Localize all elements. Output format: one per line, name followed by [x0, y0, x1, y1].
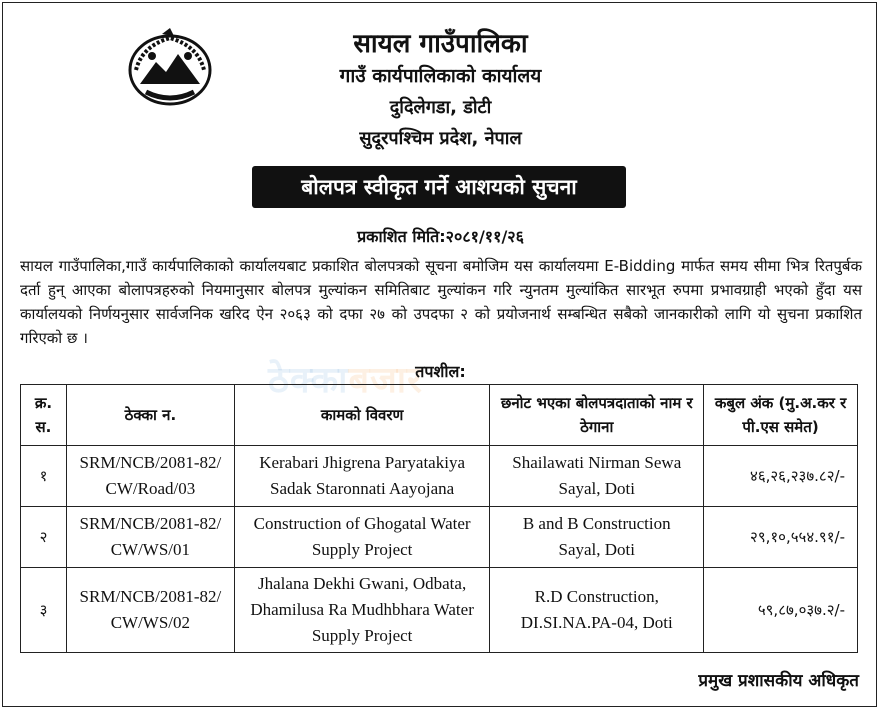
- row-amount: २९,१०,५५४.९१/-: [704, 507, 858, 568]
- row-bidder: [490, 568, 704, 653]
- header-contract-no: ठेक्का न.: [66, 385, 234, 446]
- bidder-line: R.D Construction,: [534, 587, 659, 606]
- header-sn: क्र. स.: [21, 385, 67, 446]
- contract-no-line: CW/Road/03: [105, 479, 196, 498]
- published-date: प्रकाशित मिति:२०८१/११/२६: [357, 227, 524, 246]
- province-name: सुदूरपश्चिम प्रदेश, नेपाल: [359, 128, 522, 149]
- row-amount: ४६,२६,२३७.८२/-: [704, 446, 858, 507]
- row-amount: ५९,८७,०३७.२/-: [704, 568, 858, 653]
- bidder-line: Sayal, Doti: [558, 540, 635, 559]
- row-sn: २: [21, 507, 67, 568]
- contract-no-line: CW/WS/01: [110, 540, 191, 559]
- contract-no-line: SRM/NCB/2081-82/: [79, 587, 222, 606]
- bidder-line: Shailawati Nirman Sewa: [512, 453, 682, 472]
- row-description: [234, 568, 490, 653]
- notice-banner: बोलपत्र स्वीकृत गर्ने आशयको सुचना: [252, 166, 626, 208]
- header-description: कामको विवरण: [234, 385, 490, 446]
- description-line: Dhamilusa Ra Mudhbhara Water: [250, 600, 474, 619]
- header-amount: कबुल अंक (मु.अ.कर र पी.एस समेत): [704, 385, 858, 446]
- description-line: Construction of Ghogatal Water: [253, 514, 471, 533]
- row-sn: १: [21, 446, 67, 507]
- office-location: दुदिलेगडा, डोटी: [389, 97, 492, 118]
- bidder-line: Sayal, Doti: [558, 479, 635, 498]
- row-description: [234, 446, 490, 507]
- row-bidder: [490, 446, 704, 507]
- watermark-part-2: बजार: [348, 360, 423, 401]
- row-contract-no: [66, 507, 234, 568]
- bidder-line: B and B Construction: [522, 514, 671, 533]
- bid-table: [20, 384, 858, 653]
- contract-no-line: SRM/NCB/2081-82/: [79, 453, 222, 472]
- header-bidder: छनोट भएका बोलपत्रदाताको नाम र ठेगाना: [490, 385, 704, 446]
- description-line: Supply Project: [311, 626, 413, 645]
- table-row: [21, 507, 858, 568]
- row-sn: ३: [21, 568, 67, 653]
- row-description: [234, 507, 490, 568]
- notice-body: सायल गाउँपालिका,गाउँ कार्यपालिकाको कार्यालयबाट प्रकाशित बोलपत्रको सूचना बमोजिम यस कार्यालयमा E-Bidding मार्फत समय सीमा भित्र रितपुर्बक दर्ता हुन् आएका बोलापत्रहरुको नियमानुसार बोलपत्र मुल्यांकन समितिबाट मुल्यांकन गरि न्युनतम मुल्यांकित सारभूत रुपमा प्रभावग्राही भएको हुँदा यस कार्यालयको निर्णयनुसार सार्वजनिक खरिद ऐन २०६३ को दफा २७ को उपदफा २ को प्रयोजनार्थ सम्बन्धित सबैको जानकारीको लागि यो सुचना प्रकाशित गरिएको छ ।: [20, 257, 862, 347]
- description-line: Kerabari Jhigrena Paryatakiya: [259, 453, 465, 472]
- contract-no-line: CW/WS/02: [110, 613, 191, 632]
- table-row: [21, 568, 858, 653]
- description-line: Jhalana Dekhi Gwani, Odbata,: [258, 574, 467, 593]
- bidder-line: DI.SI.NA.PA-04, Doti: [520, 613, 673, 632]
- watermark-part-1: ठेक्का: [268, 360, 349, 401]
- row-contract-no: [66, 568, 234, 653]
- table-row: [21, 446, 858, 507]
- row-contract-no: [66, 446, 234, 507]
- description-line: Supply Project: [311, 540, 413, 559]
- details-label: तपशील:: [415, 362, 466, 381]
- table-header-row: [21, 385, 858, 446]
- description-line: Sadak Staronnati Aayojana: [270, 479, 455, 498]
- municipality-title: सायल गाउँपालिका: [353, 29, 528, 59]
- row-bidder: [490, 507, 704, 568]
- contract-no-line: SRM/NCB/2081-82/: [79, 514, 222, 533]
- office-name: गाउँ कार्यपालिकाको कार्यालय: [339, 65, 542, 87]
- signatory: प्रमुख प्रशासकीय अधिकृत: [698, 671, 859, 691]
